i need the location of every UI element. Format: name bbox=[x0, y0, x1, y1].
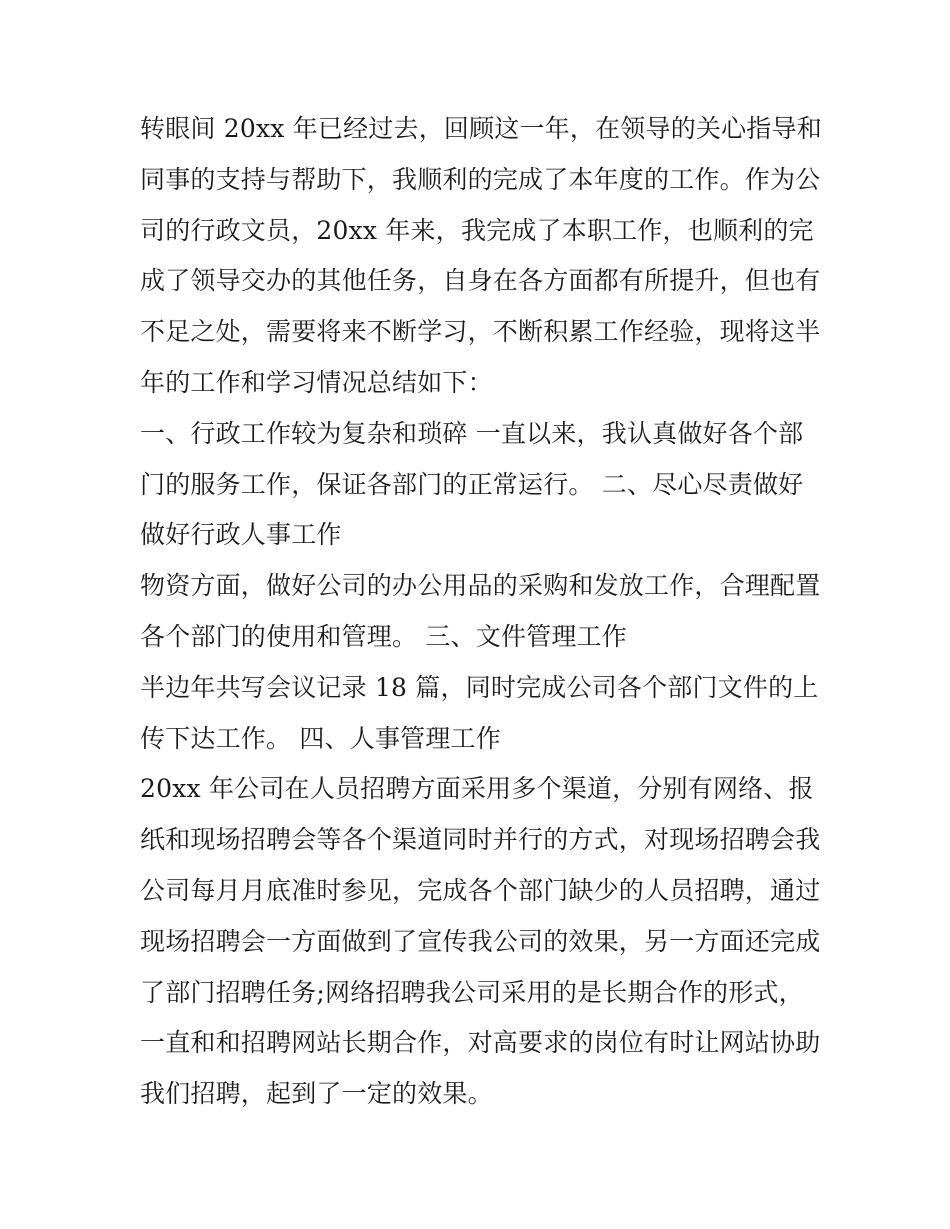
text-line: 各个部门的使用和管理。 三、文件管理工作 bbox=[140, 621, 627, 651]
text-line: 了部门招聘任务;网络招聘我公司采用的是长期合作的形式， bbox=[140, 977, 804, 1007]
text-line: 成了领导交办的其他任务，自身在各方面都有所提升，但也有 bbox=[140, 266, 821, 296]
text-line: 做好行政人事工作 bbox=[140, 520, 342, 550]
text-line: 半边年共写会议记录 18 篇，同时完成公司各个部门文件的上 bbox=[140, 672, 819, 702]
text-line: 我们招聘，起到了一定的效果。 bbox=[140, 1079, 493, 1109]
document-body bbox=[140, 104, 830, 1120]
text-line: 司的行政文员，20xx 年来，我完成了本职工作，也顺利的完 bbox=[140, 215, 814, 245]
text-line: 一、行政工作较为复杂和琐碎 一直以来，我认真做好各个部 bbox=[140, 418, 804, 448]
text-line: 年的工作和学习情况总结如下： bbox=[140, 367, 493, 397]
text-line: 现场招聘会一方面做到了宣传我公司的效果，另一方面还完成 bbox=[140, 926, 821, 956]
text-line: 一直和和招聘网站长期合作，对高要求的岗位有时让网站协助 bbox=[140, 1028, 821, 1058]
text-line: 同事的支持与帮助下，我顺利的完成了本年度的工作。作为公 bbox=[140, 164, 821, 194]
text-line: 20xx 年公司在人员招聘方面采用多个渠道，分别有网络、报 bbox=[140, 774, 814, 804]
text-line: 不足之处，需要将来不断学习，不断积累工作经验，现将这半 bbox=[140, 317, 821, 347]
text-line: 传下达工作。 四、人事管理工作 bbox=[140, 723, 501, 753]
text-line: 转眼间 20xx 年已经过去，回顾这一年，在领导的关心指导和 bbox=[140, 114, 822, 143]
text-line: 纸和现场招聘会等各个渠道同时并行的方式，对现场招聘会我 bbox=[140, 825, 821, 855]
text-line: 物资方面，做好公司的办公用品的采购和发放工作，合理配置 bbox=[140, 571, 821, 601]
text-line: 门的服务工作，保证各部门的正常运行。 二、尽心尽责做好 bbox=[140, 469, 804, 499]
text-line: 公司每月月底准时参见，完成各个部门缺少的人员招聘，通过 bbox=[140, 875, 821, 905]
